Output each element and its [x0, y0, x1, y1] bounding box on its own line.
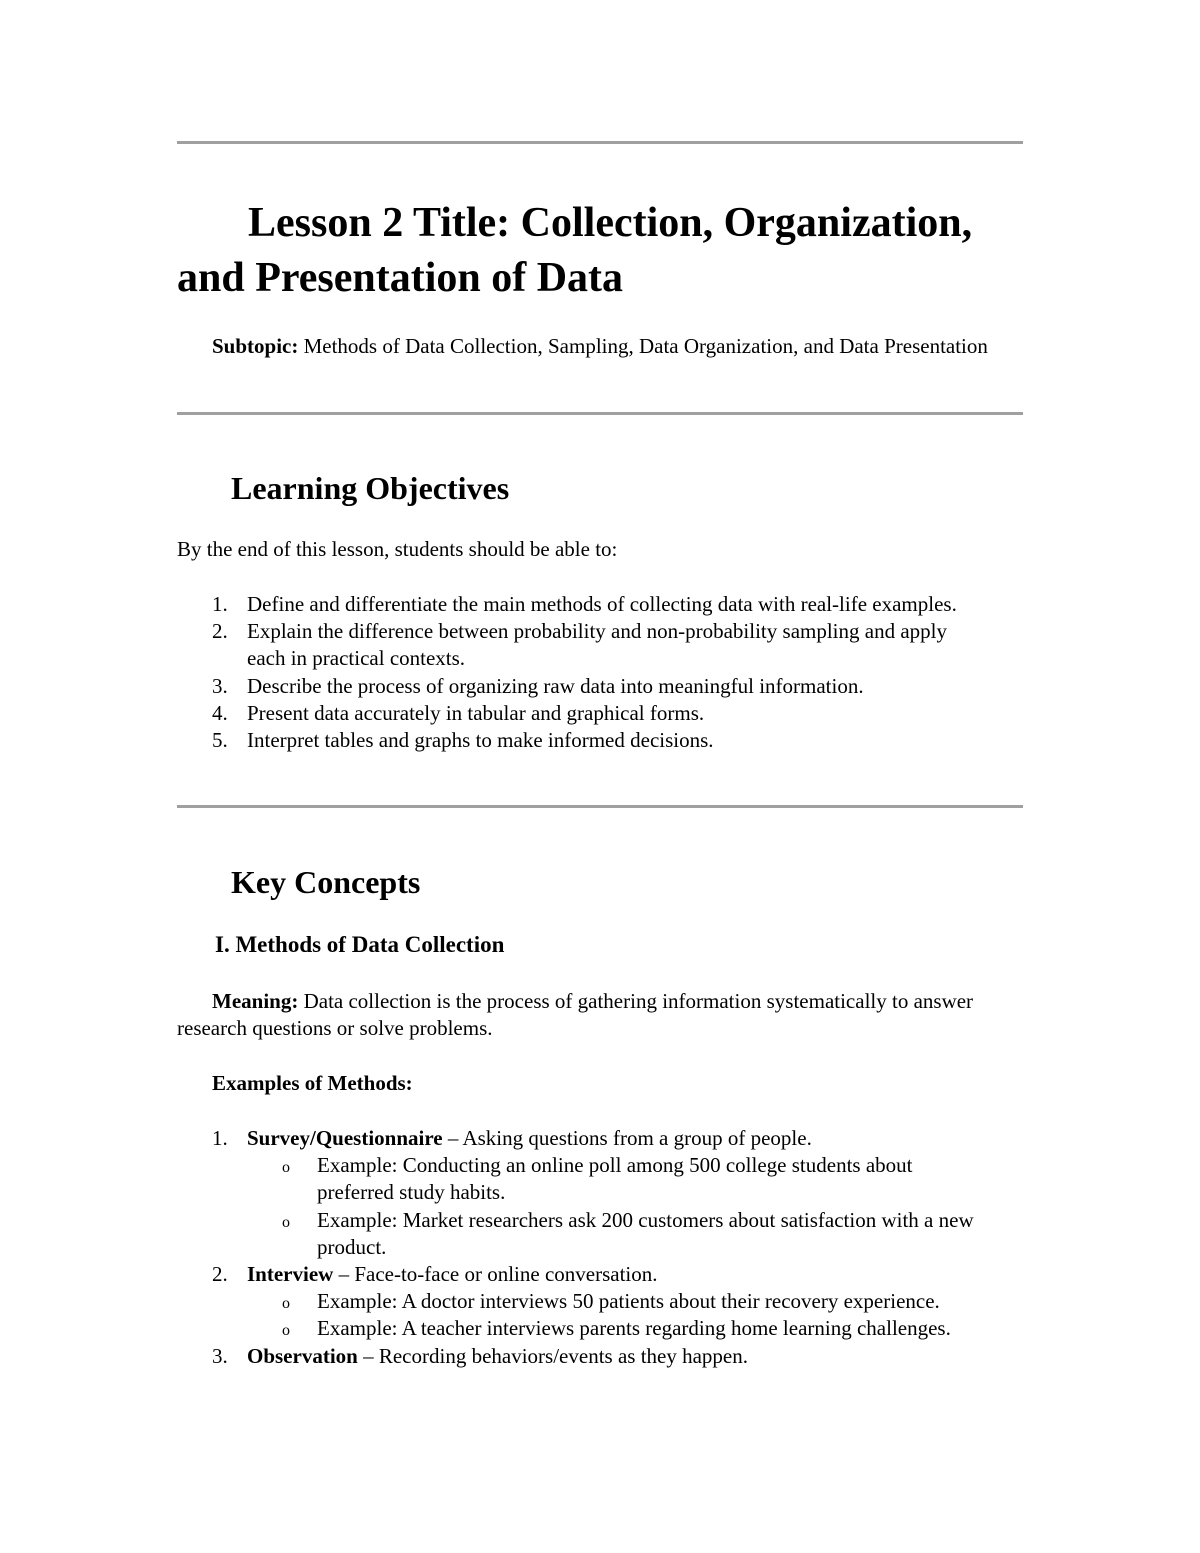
meaning-text: Data collection is the process of gathering information systematically to answer research questions or solve problems.: [177, 989, 974, 1040]
example-list: [247, 1152, 983, 1261]
list-item: [177, 1125, 1023, 1261]
list-number: 1.: [212, 592, 228, 616]
example-text: Example: Market researchers ask 200 customers about satisfaction with a new product.: [317, 1207, 974, 1259]
objectives-intro: By the end of this lesson, students should be able to:: [177, 537, 618, 561]
bullet-icon: o: [282, 1213, 290, 1231]
list-item: [177, 618, 1023, 672]
list-item-text: Explain the difference between probability and non-probability sampling and apply each in practical contexts.: [247, 619, 947, 671]
meaning-label: Meaning:: [212, 989, 299, 1013]
list-number: 4.: [212, 700, 228, 725]
subtopic-text: Methods of Data Collection, Sampling, Data Organization, and Data Presentation: [298, 334, 988, 358]
bullet-icon: o: [282, 1322, 290, 1340]
list-item: [177, 591, 1023, 618]
example-item: [247, 1207, 983, 1261]
objectives-list: [177, 591, 1023, 754]
methods-list: [177, 1125, 1023, 1370]
method-name: Interview: [247, 1262, 334, 1287]
key-concepts-heading: Key Concepts: [231, 864, 421, 900]
list-number: 1.: [212, 1126, 228, 1150]
lesson-title: Lesson 2 Title: Collection, Organization, and Presentation of Data: [177, 200, 973, 301]
example-list: [247, 1288, 983, 1342]
list-number: 2.: [212, 619, 228, 644]
list-item-text: Interpret tables and graphs to make informed decisions.: [247, 728, 714, 753]
list-number: 3.: [212, 673, 228, 698]
bullet-icon: o: [282, 1159, 290, 1177]
examples-heading: Examples of Methods:: [212, 1071, 413, 1095]
list-number: 2.: [212, 1262, 228, 1287]
meaning-paragraph: [177, 988, 1023, 1042]
horizontal-rule: [177, 412, 1023, 415]
list-item: [177, 1261, 1023, 1343]
list-item-text: Define and differentiate the main methods of collecting data with real-life examples.: [247, 592, 957, 616]
list-number: 3.: [212, 1343, 228, 1368]
section-heading: I. Methods of Data Collection: [215, 932, 505, 957]
list-item: [177, 1343, 1023, 1370]
list-item-text: Describe the process of organizing raw data into meaningful information.: [247, 673, 864, 698]
list-item: [177, 700, 1023, 727]
method-desc: – Face-to-face or online conversation.: [333, 1262, 658, 1287]
example-item: [247, 1288, 983, 1315]
list-item-text: Present data accurately in tabular and graphical forms.: [247, 700, 705, 725]
list-item: [177, 727, 1023, 754]
list-number: 5.: [212, 728, 228, 753]
example-item: [247, 1152, 983, 1206]
example-text: Example: Conducting an online poll among 500 college students about preferred study habits.: [317, 1153, 913, 1205]
bullet-icon: o: [282, 1295, 290, 1313]
horizontal-rule: [177, 805, 1023, 808]
subtopic-label: Subtopic:: [212, 334, 299, 358]
example-text: Example: A teacher interviews parents regarding home learning challenges.: [317, 1316, 951, 1341]
method-desc: – Asking questions from a group of people.: [442, 1126, 812, 1150]
method-name: Survey/Questionnaire: [247, 1126, 443, 1150]
method-name: Observation: [247, 1343, 358, 1368]
list-item: [177, 673, 1023, 700]
example-item: [247, 1315, 983, 1342]
horizontal-rule: [177, 141, 1023, 144]
example-text: Example: A doctor interviews 50 patients about their recovery experience.: [317, 1289, 940, 1314]
method-desc: – Recording behaviors/events as they happen.: [357, 1343, 748, 1368]
objectives-heading: Learning Objectives: [231, 470, 510, 506]
subtopic-paragraph: [177, 332, 1023, 360]
